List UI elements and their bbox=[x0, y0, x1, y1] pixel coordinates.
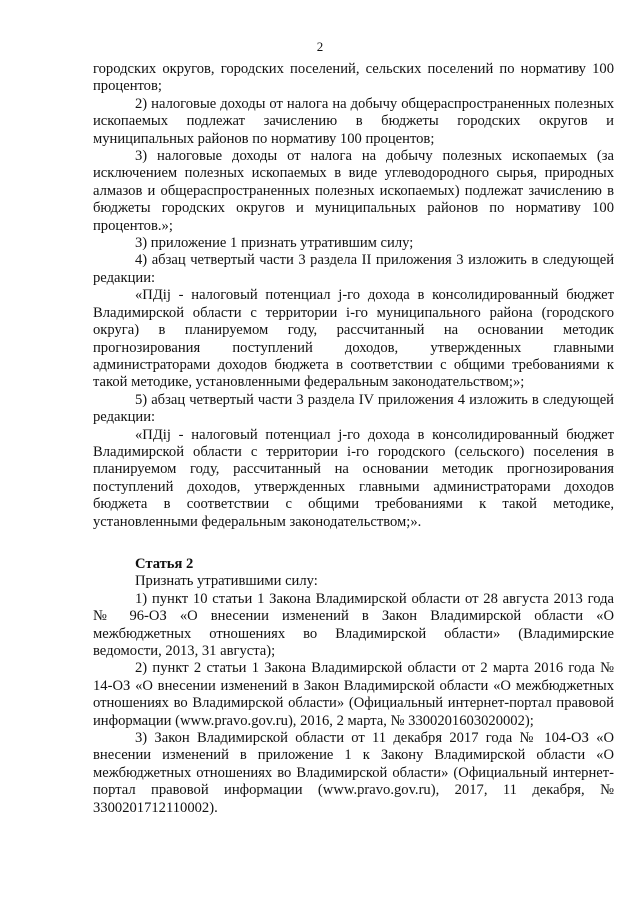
article-intro: Признать утратившими силу: bbox=[135, 573, 318, 590]
page-number: 2 bbox=[316, 39, 324, 54]
article-item: 2) пункт 2 статьи 1 Закона Владимирской области от 2 марта 2016 года № 14-ОЗ «О внесении изменений в Закон Владимирской области «О межбюджетных отношениях во Владимирской области» (Официальный интернет-портал правовой информации (www.pravo.gov.ru), 2016, 2 марта, № 3300201603020002); bbox=[93, 660, 614, 729]
quoted-paragraph: «ПДij - налоговый потенциал j-го дохода в консолидированный бюджет Владимирской области с территории i-го городского (сельского) поселения в планируемом году, рассчитанный на основании методик прогнозирования поступлений доходов, утвержденных главными администраторами доходов бюджета в соответствии с общими требованиями к такой методике, установленными федеральным законодательством;». bbox=[93, 426, 614, 530]
article-item: 1) пункт 10 статьи 1 Закона Владимирской области от 28 августа 2013 года № 96-ОЗ «О внесении изменений в Закон Владимирской области «О межбюджетных отношениях во Владимирской области» (Владимирские ведомости, 2013, 31 августа); bbox=[93, 590, 614, 659]
paragraph: 3) приложение 1 признать утратившим силу; bbox=[135, 235, 414, 252]
article-heading: Статья 2 bbox=[135, 555, 194, 572]
quoted-paragraph: «ПДij - налоговый потенциал j-го дохода в консолидированный бюджет Владимирской области с территории i-го муниципального района (городского округа) в планируемом году, рассчитанный на основании методик прогнозирования поступлений доходов, утвержденных главными администраторами доходов бюджета в соответствии с общими требованиями к такой методике, установленными федеральным законодательством;»; bbox=[93, 287, 614, 391]
paragraph: 4) абзац четвертый части 3 раздела II приложения 3 изложить в следующей редакции: bbox=[93, 252, 614, 286]
paragraph: 3) налоговые доходы от налога на добычу полезных ископаемых (за исключением полезных ископаемых в виде углеводородного сырья, природных алмазов и общераспространенных полезных ископаемых) подлежат зачислению в бюджеты городских округов и муниципальных районов по нормативу 100 процентов.»; bbox=[93, 148, 614, 234]
paragraph: 5) абзац четвертый части 3 раздела IV приложения 4 изложить в следующей редакции: bbox=[93, 391, 614, 426]
document-body bbox=[93, 61, 614, 817]
article-item: 3) Закон Владимирской области от 11 декабря 2017 года № 104-ОЗ «О внесении изменений в приложение 1 к Закону Владимирской области «О межбюджетных отношениях во Владимирской области» (Официальный интернет-портал правовой информации (www.pravo.gov.ru), 2017, 11 декабря, № 3300201712110002). bbox=[93, 730, 614, 816]
section-gap bbox=[93, 531, 614, 556]
paragraph: 2) налоговые доходы от налога на добычу общераспространенных полезных ископаемых подлежат зачислению в бюджеты городских округов и муниципальных районов по нормативу 100 процентов; bbox=[93, 95, 614, 147]
paragraph: городских округов, городских поселений, сельских поселений по нормативу 100 процентов; bbox=[93, 61, 614, 95]
